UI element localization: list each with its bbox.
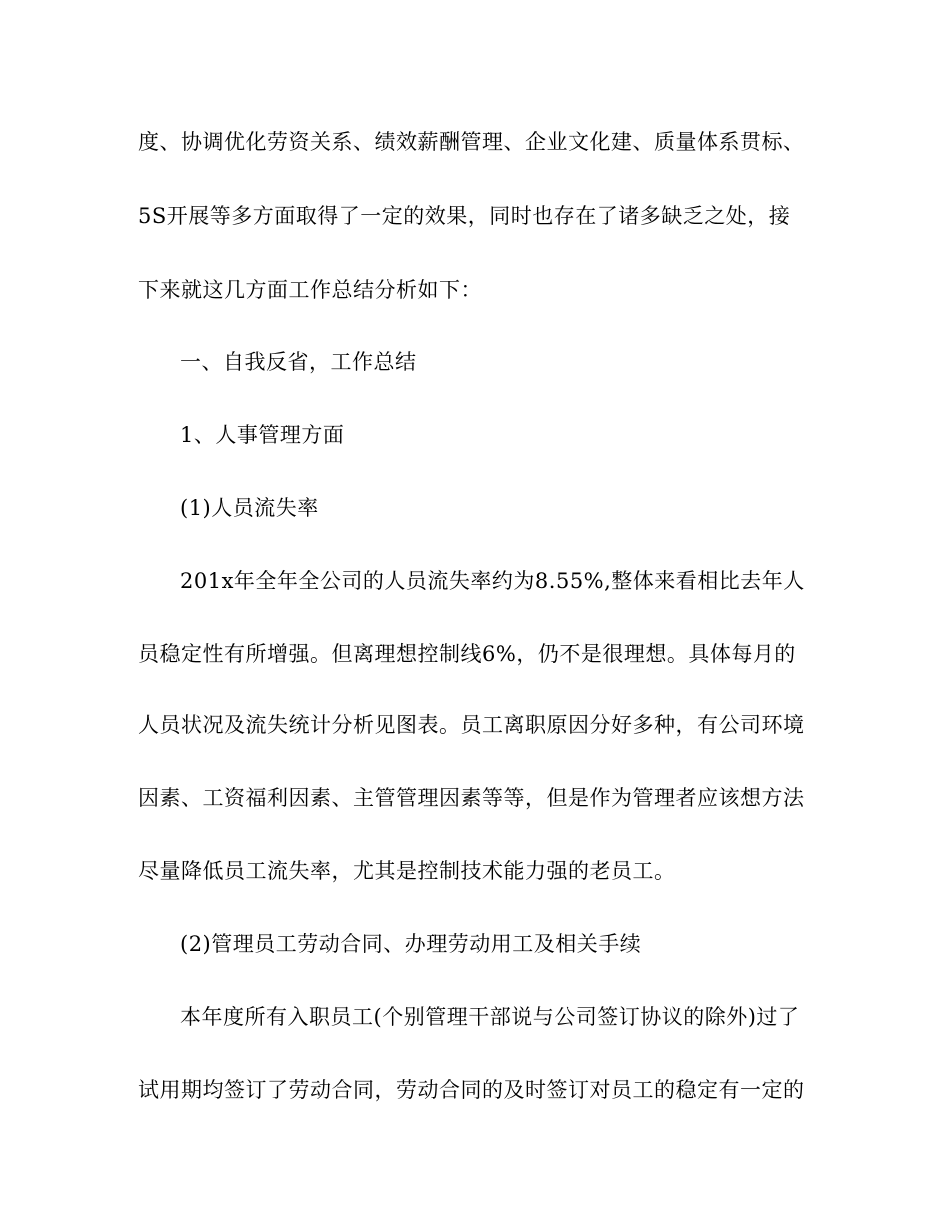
paragraph-line: 5S开展等多方面取得了一定的效果，同时也存在了诸多缺乏之处，接 — [138, 204, 791, 228]
paragraph-line: 因素、工资福利因素、主管管理因素等等，但是作为管理者应该想方法 — [138, 786, 805, 810]
paragraph-line: 人员状况及流失统计分析见图表。员工离职原因分好多种，有公司环境 — [138, 713, 805, 737]
paragraph-line: 员稳定性有所增强。但离理想控制线6%，仍不是很理想。具体每月的 — [138, 642, 796, 666]
paragraph-line: 尽量降低员工流失率，尤其是控制技术能力强的老员工。 — [138, 859, 676, 883]
paragraph-line: 试用期均签订了劳动合同，劳动合同的及时签订对员工的稳定有一定的 — [138, 1078, 805, 1102]
item-heading: (2)管理员工劳动合同、办理劳动用工及相关手续 — [180, 932, 642, 956]
paragraph-line: 度、协调优化劳资关系、绩效薪酬管理、企业文化建、质量体系贯标、 — [138, 130, 805, 154]
subsection-heading: 1、人事管理方面 — [180, 423, 345, 447]
item-heading: (1)人员流失率 — [180, 496, 319, 520]
section-heading: 一、自我反省，工作总结 — [180, 350, 417, 374]
paragraph-line: 201x年全年全公司的人员流失率约为8.55%,整体来看相比去年人 — [180, 569, 805, 593]
paragraph-line: 下来就这几方面工作总结分析如下： — [138, 278, 482, 302]
paragraph-line: 本年度所有入职员工(个别管理干部说与公司签订协议的除外)过了 — [180, 1005, 800, 1029]
